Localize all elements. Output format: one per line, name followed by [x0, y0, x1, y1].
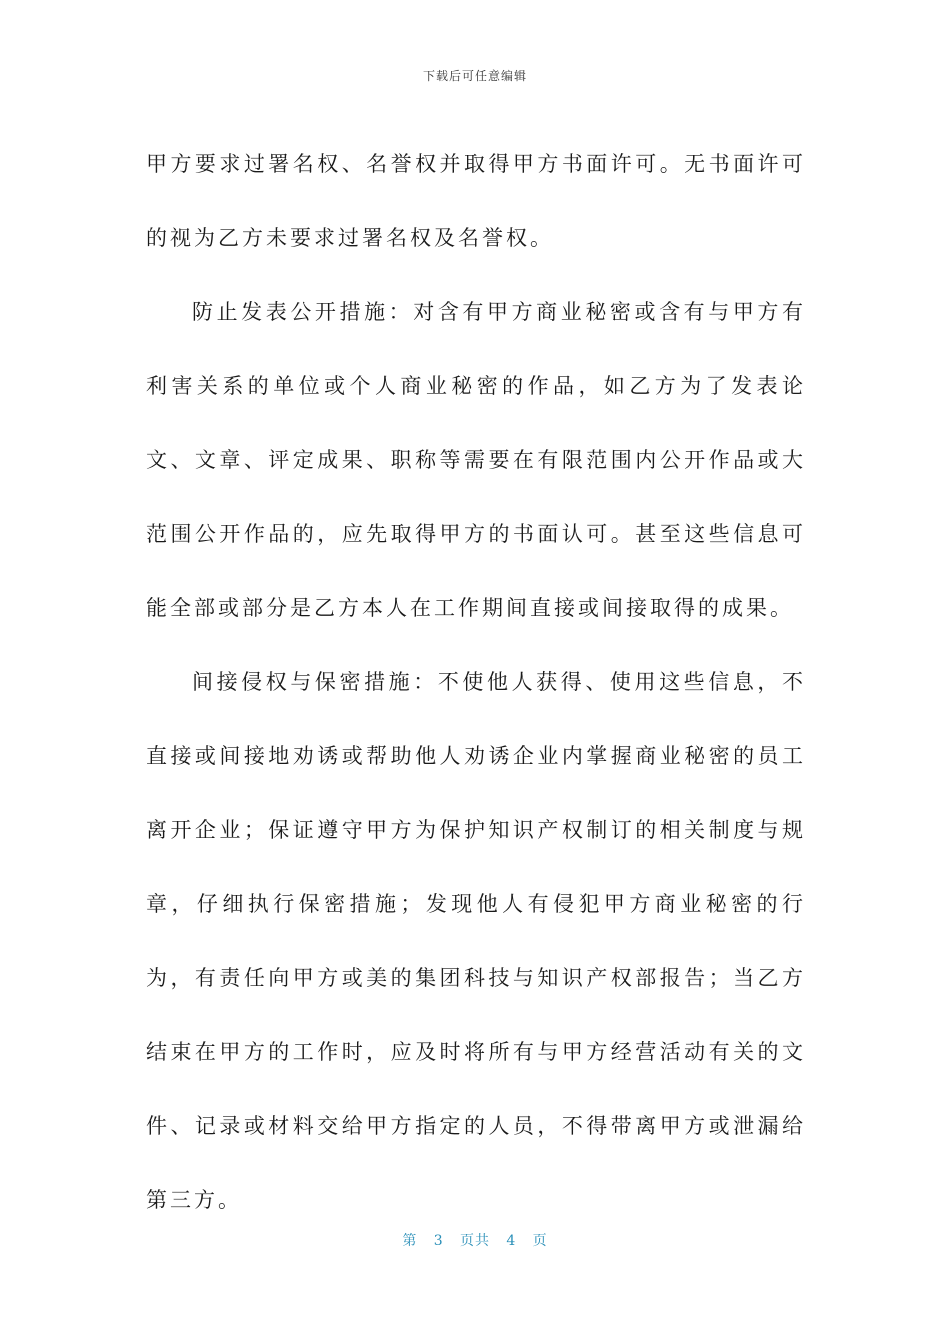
paragraph-3: 间接侵权与保密措施：不使他人获得、使用这些信息，不直接或间接地劝诱或帮助他人劝诱企业内掌握商业秘密的员工离开企业；保证遵守甲方为保护知识产权制订的相关制度与规章，仔细执行保密措施；发现他人有侵犯甲方商业秘密的行为，有责任向甲方或美的集团科技与知识产权部报告；当乙方结束在甲方的工作时，应及时将所有与甲方经营活动有关的文件、记录或材料交给甲方指定的人员，不得带离甲方或泄漏给第三方。: [146, 670, 806, 1212]
paragraph-1: 甲方要求过署名权、名誉权并取得甲方书面许可。无书面许可的视为乙方未要求过署名权及名誉权。: [146, 152, 806, 250]
page-header: 下载后可任意编辑: [422, 69, 527, 83]
page-label-prefix: 第: [402, 1233, 418, 1249]
document-body: [146, 127, 806, 1237]
page-label-middle: 页共: [460, 1233, 490, 1249]
current-page-number: 3: [433, 1233, 444, 1249]
paragraph-2: 防止发表公开措施：对含有甲方商业秘密或含有与甲方有利害关系的单位或个人商业秘密的作品，如乙方为了发表论文、文章、评定成果、职称等需要在有限范围内公开作品或大范围公开作品的，应先取得甲方的书面认可。甚至这些信息可能全部或部分是乙方本人在工作期间直接或间接取得的成果。: [146, 300, 806, 620]
total-pages-number: 4: [506, 1233, 517, 1249]
page-footer: [0, 1230, 950, 1250]
page-label-suffix: 页: [532, 1233, 548, 1249]
